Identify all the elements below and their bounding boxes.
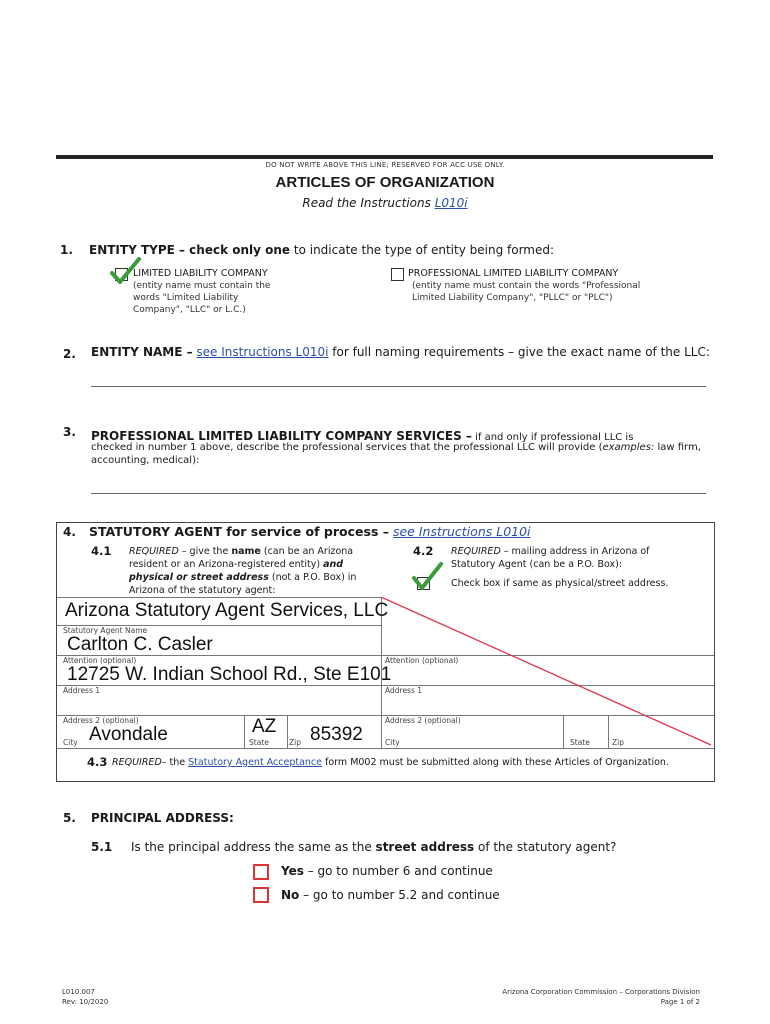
attention-value[interactable]: Carlton C. Casler — [67, 634, 213, 655]
part-4-2-number: 4.2 — [413, 544, 434, 558]
no-checkbox[interactable] — [253, 887, 269, 903]
mailing-address1-label: Address 1 — [385, 686, 423, 695]
p41-text-d: (can be an Arizona resident or an Arizona-registered entity) — [129, 546, 354, 570]
instructions-link[interactable]: L010i — [434, 196, 468, 210]
pllc-label: PROFESSIONAL LIMITED LIABILITY COMPANY — [408, 268, 619, 279]
pllc-note: (entity name must contain the words "Professional Limited Liability Company", "PLLC" or "PLC") — [412, 281, 641, 303]
pllc-services-field[interactable] — [91, 493, 706, 494]
p43-text-b: – the — [161, 757, 189, 768]
mailing-crossed-out-line — [381, 597, 714, 749]
address2-label: Address 2 (optional) — [63, 716, 139, 725]
revision-date: Rev: 10/2020 — [62, 998, 109, 1006]
footer-left — [62, 987, 108, 1007]
question-part-a: Is the principal address the same as the — [131, 840, 376, 854]
p41-name: name — [231, 546, 261, 557]
zip-value[interactable]: 85392 — [310, 724, 363, 745]
attention-label: Attention (optional) — [63, 656, 137, 665]
llc-note: (entity name must contain the words "Limited Liability Company", "LLC" or L.C.) — [133, 281, 271, 315]
part-4-2-text — [451, 545, 666, 571]
yes-checkbox[interactable] — [253, 864, 269, 880]
pllc-checkbox[interactable] — [391, 268, 404, 281]
p41-text-f: (not a P.O. Box) in Arizona of the statutory agent: — [129, 572, 357, 596]
p42-text: – mailing address in Arizona of Statutory Agent (can be a P.O. Box): — [451, 546, 650, 570]
question-part-c: of the statutory agent? — [474, 840, 617, 854]
rule — [57, 597, 382, 598]
entity-name-instruction: for full naming requirements – give the exact name of the LLC: — [328, 345, 710, 359]
section-4-number: 4. — [63, 525, 76, 539]
read-instructions-text: Read the Instructions — [302, 196, 431, 210]
state-value[interactable]: AZ — [252, 716, 277, 737]
p42-required: REQUIRED — [451, 546, 501, 557]
pllc-services-desc-part2: law firm, accounting, medical): — [91, 442, 701, 466]
part-4-1-number: 4.1 — [91, 544, 112, 558]
footer-right — [470, 987, 700, 1007]
entity-name-label: ENTITY NAME – — [91, 345, 193, 359]
mailing-zip-label: Zip — [612, 738, 624, 747]
pllc-services-condition: if and only if professional LLC is — [471, 432, 634, 443]
section-1-heading — [89, 243, 554, 257]
p43-required: REQUIRED — [112, 757, 162, 768]
entity-type-instruction: to indicate the type of entity being formed: — [290, 243, 555, 257]
part-4-1-text — [129, 545, 379, 597]
agency-name: Arizona Corporation Commission – Corporations Division — [502, 988, 700, 996]
p41-required: REQUIRED — [129, 546, 179, 557]
section-1-number: 1. — [60, 243, 73, 257]
reserved-notice: DO NOT WRITE ABOVE THIS LINE; RESERVED FOR ACC USE ONLY. — [265, 161, 505, 169]
no-instruction: – go to number 5.2 and continue — [299, 888, 500, 902]
section-4-heading — [89, 524, 531, 539]
zip-divider — [287, 715, 288, 748]
examples-label: examples: — [602, 442, 655, 453]
pllc-services-description — [91, 441, 706, 467]
agent-name-value[interactable]: Arizona Statutory Agent Services, LLC — [65, 600, 389, 621]
state-label: State — [249, 738, 269, 747]
entity-type-label: ENTITY TYPE — [89, 243, 175, 257]
section-5-number: 5. — [63, 811, 76, 825]
yes-label: Yes — [281, 864, 304, 878]
agent-name-label: Statutory Agent Name — [63, 626, 148, 635]
no-label: No — [281, 888, 300, 902]
section-2-heading — [91, 345, 710, 359]
part-4-3-number: 4.3 — [87, 755, 108, 769]
no-option — [281, 888, 500, 902]
yes-instruction: – go to number 6 and continue — [303, 864, 493, 878]
same-address-checkmark-icon — [410, 560, 444, 592]
p41-physical: and physical or street address — [129, 559, 344, 583]
reserved-line — [56, 155, 713, 159]
agent-instructions-link[interactable]: see Instructions L010i — [392, 524, 531, 539]
same-address-label: Check box if same as physical/street address. — [451, 578, 669, 589]
page-title: ARTICLES OF ORGANIZATION — [275, 174, 495, 191]
statutory-agent-label: STATUTORY AGENT for service of process – — [89, 524, 389, 539]
mailing-city-label: City — [385, 738, 400, 747]
pllc-services-desc-part1: checked in number 1 above, describe the professional services that the professional LLC will provide ( — [91, 442, 603, 453]
section-2-number: 2. — [63, 347, 76, 361]
principal-address-question — [131, 840, 616, 854]
agent-acceptance-link[interactable]: Statutory Agent Acceptance — [188, 757, 322, 768]
naming-instructions-link[interactable]: see Instructions L010i — [196, 345, 329, 359]
mailing-state-label: State — [570, 738, 590, 747]
address1-label: Address 1 — [63, 686, 101, 695]
part-5-1-number: 5.1 — [91, 840, 113, 854]
p43-text-c: form M002 must be submitted along with these Articles of Organization. — [322, 757, 669, 768]
pllc-services-label: PROFESSIONAL LIMITED LIABILITY COMPANY SERVICES – — [91, 429, 472, 443]
question-street-address: street address — [375, 840, 475, 854]
check-only-one: – check only one — [174, 243, 291, 257]
p41-text-b: – give the — [178, 546, 232, 557]
llc-label: LIMITED LIABILITY COMPANY — [133, 268, 268, 279]
entity-name-field[interactable] — [91, 386, 706, 387]
state-divider — [244, 715, 245, 748]
mailing-address2-label: Address 2 (optional) — [385, 716, 461, 725]
instructions-line — [0, 196, 770, 210]
form-number: L010.007 — [62, 988, 95, 996]
city-label: City — [63, 738, 78, 747]
zip-label: Zip — [289, 738, 301, 747]
part-4-3-text — [112, 757, 669, 768]
city-value[interactable]: Avondale — [89, 724, 168, 745]
page-number: Page 1 of 2 — [660, 998, 700, 1006]
principal-address-heading: PRINCIPAL ADDRESS: — [91, 811, 234, 825]
mailing-attention-label: Attention (optional) — [385, 656, 459, 665]
yes-option — [281, 864, 493, 878]
address1-value[interactable]: 12725 W. Indian School Rd., Ste E101 — [67, 664, 392, 685]
section-3-number: 3. — [63, 425, 76, 439]
